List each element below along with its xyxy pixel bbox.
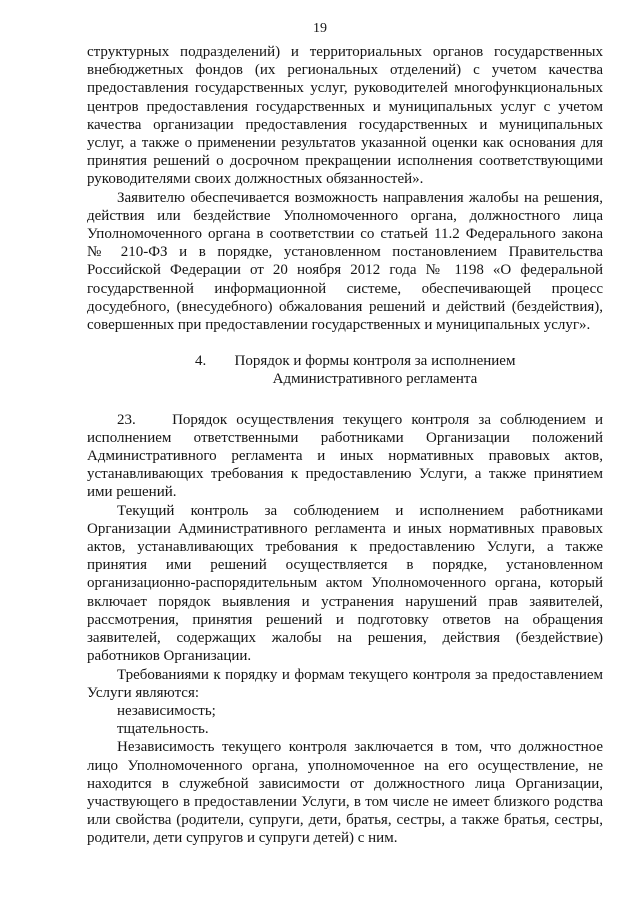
list-item: тщательность. (117, 721, 209, 738)
paragraph-23: 23. Порядок осуществления текущего контроля за соблюдением и исполнением ответственными работниками Организации положений Административного регламента и иных нормативных правовых актов, устанавливающих требования к предоставлению Услуги, а также принятием ими решений. (87, 411, 603, 501)
section-heading (87, 352, 603, 388)
paragraph-requirements: Требованиями к порядку и формам текущего контроля за предоставлением Услуги являются: (87, 666, 603, 701)
document-body (87, 43, 603, 848)
paragraph-current-control: Текущий контроль за соблюдением и исполнением работниками Организации Административного регламента и иных нормативных правовых актов, устанавливающих требования к предоставлению Услуги, а также принятия ими решений осуществляется в порядке, установленном организационно-распорядительным актом Уполномоченного органа, который включает порядок выявления и устранения нарушений прав заявителей, рассмотрения, принятия решений и подготовку ответов на обращения заявителей, содержащих жалобы на решения, действия (бездействие) работников Организации. (87, 502, 603, 665)
section-title-line-1: Порядок и формы контроля за исполнением (234, 353, 516, 370)
section-title-line-2: Административного регламента (272, 371, 478, 388)
section-number: 4. (195, 353, 207, 370)
paragraph-continuation: структурных подразделений) и территориальных органов государственных внебюджетных фондов (их региональных отделений) с учетом качества предоставления государственных услуг, руководителей многофункциональных центров предоставления государственных и муниципальных услуг с учетом качества организации предоставления государственных и муниципальных услуг, а также о применении результатов указанной оценки как основания для принятия решений о досрочном прекращении исполнения соответствующими руководителями своих должностных обязанностей». (87, 44, 603, 188)
paragraph-complaint: Заявителю обеспечивается возможность направления жалобы на решения, действия или бездействие Уполномоченного органа, должностного лица Уполномоченного органа в соответствии со статьей 11.2 Федерального закона № 210-ФЗ и в порядке, установленном постановлением Правительства Российской Федерации от 20 ноября 2012 года № 1198 «О федеральной государственной информационной системе, обеспечивающей процесс досудебного, (внесудебного) обжалования решений и действий (бездействия), совершенных при предоставлении государственных и муниципальных услуг». (87, 189, 603, 334)
list-item: независимость; (117, 702, 216, 719)
paragraph-independence: Независимость текущего контроля заключается в том, что должностное лицо Уполномоченного органа, уполномоченное на его осуществление, не находится в служебной зависимости от должностного лица Организации, участвующего в предоставлении Услуги, в том числе не имеет близкого родства или свойства (родители, супруги, дети, братья, сестры, а также братья, сестры, родители, дети супругов и супруги детей) с ним. (87, 739, 603, 847)
page-number: 19 (313, 21, 327, 36)
